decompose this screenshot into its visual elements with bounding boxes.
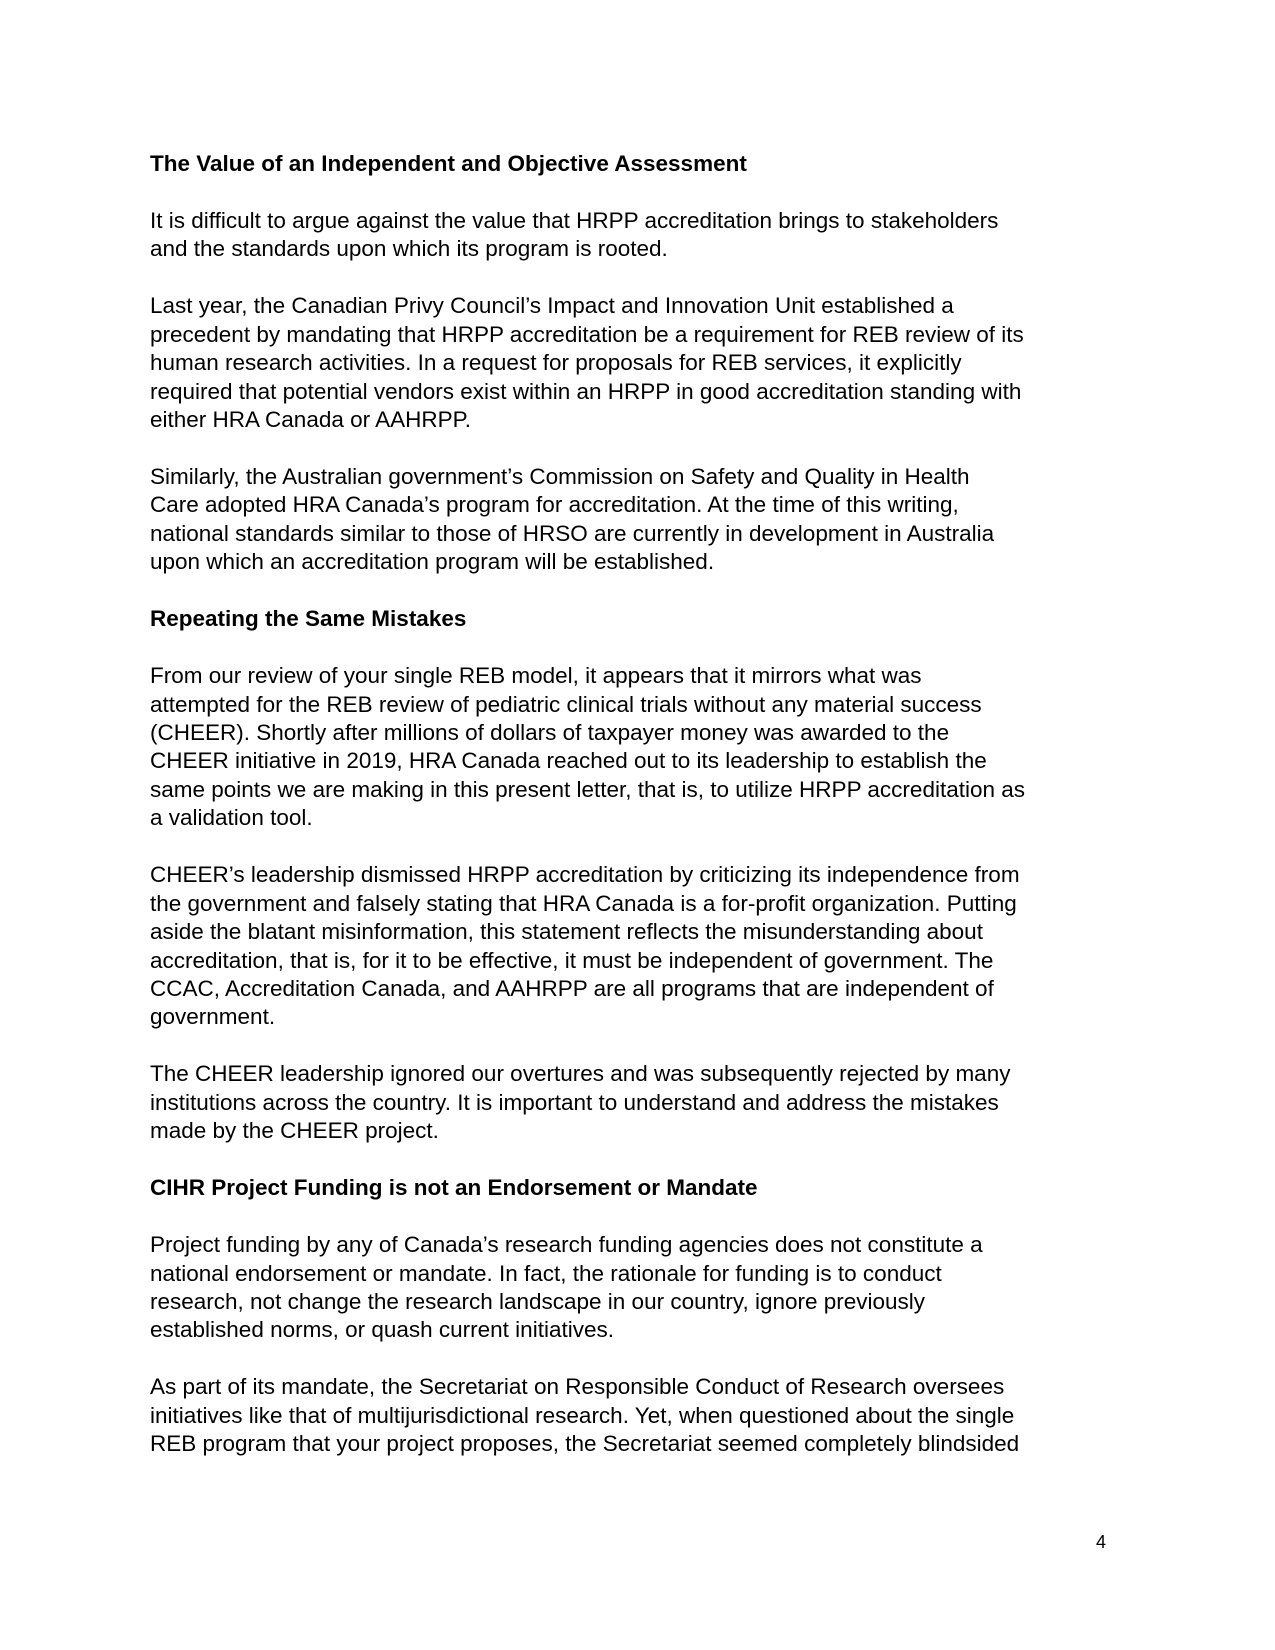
document-page [150, 150, 1130, 1487]
text-line: (CHEER). Shortly after millions of dollars of taxpayer money was awarded to the [150, 720, 950, 746]
text-line: Care adopted HRA Canada’s program for accreditation. At the time of this writing, [150, 492, 959, 518]
text-line: research, not change the research landscape in our country, ignore previously [150, 1288, 926, 1314]
page-number: 4 [1096, 1532, 1107, 1552]
text-line: initiatives like that of multijurisdictional research. Yet, when questioned about the single [150, 1402, 1015, 1428]
paragraph [150, 1231, 1130, 1345]
text-line: made by the CHEER project. [150, 1118, 439, 1144]
text-line: As part of its mandate, the Secretariat on Responsible Conduct of Research oversees [150, 1374, 1005, 1400]
section-heading: Repeating the Same Mistakes [150, 606, 467, 632]
text-line: aside the blatant misinformation, this statement reflects the misunderstanding about [150, 919, 983, 945]
text-line: Project funding by any of Canada’s research funding agencies does not constitute a [150, 1232, 983, 1258]
text-line: The CHEER leadership ignored our overtures and was subsequently rejected by many [150, 1061, 1011, 1087]
section-independent-assessment [150, 150, 1130, 577]
text-line: REB program that your project proposes, the Secretariat seemed completely blindsided [150, 1431, 1020, 1457]
text-line: precedent by mandating that HRPP accreditation be a requirement for REB review of its [150, 321, 1024, 347]
section-heading: CIHR Project Funding is not an Endorsement or Mandate [150, 1175, 758, 1201]
paragraph [150, 662, 1130, 832]
text-line: government. [150, 1004, 276, 1030]
section-cihr-funding [150, 1174, 1130, 1458]
text-line: Last year, the Canadian Privy Council’s Impact and Innovation Unit established a [150, 293, 954, 319]
text-line: the government and falsely stating that HRA Canada is a for-profit organization. Putting [150, 890, 1017, 916]
section-heading: The Value of an Independent and Objective Assessment [150, 151, 747, 176]
paragraph [150, 207, 1130, 264]
text-line: national standards similar to those of HRSO are currently in development in Australia [150, 520, 995, 546]
text-line: It is difficult to argue against the value that HRPP accreditation brings to stakeholders [150, 208, 999, 233]
paragraph [150, 1060, 1130, 1145]
text-line: Similarly, the Australian government’s Commission on Safety and Quality in Health [150, 464, 970, 490]
text-line: upon which an accreditation program will be established. [150, 549, 715, 575]
paragraph [150, 1373, 1130, 1458]
text-line: CHEER initiative in 2019, HRA Canada reached out to its leadership to establish the [150, 748, 987, 774]
text-line: national endorsement or mandate. In fact, the rationale for funding is to conduct [150, 1260, 942, 1286]
text-line: institutions across the country. It is important to understand and address the mistakes [150, 1089, 999, 1115]
paragraph [150, 292, 1130, 434]
text-line: either HRA Canada or AAHRPP. [150, 407, 472, 433]
section-repeating-mistakes [150, 605, 1130, 1145]
text-line: CHEER’s leadership dismissed HRPP accreditation by criticizing its independence from [150, 862, 1020, 888]
text-line: and the standards upon which its program is rooted. [150, 236, 668, 262]
text-line: accreditation, that is, for it to be effective, it must be independent of government. The [150, 947, 994, 973]
paragraph [150, 861, 1130, 1031]
text-line: CCAC, Accreditation Canada, and AAHRPP are all programs that are independent of [150, 975, 994, 1001]
text-line: same points we are making in this present letter, that is, to utilize HRPP accreditation as [150, 776, 1026, 802]
paragraph [150, 463, 1130, 577]
text-line: human research activities. In a request for proposals for REB services, it explicitly [150, 350, 962, 376]
text-line: required that potential vendors exist within an HRPP in good accreditation standing with [150, 378, 1022, 404]
text-line: a validation tool. [150, 805, 313, 831]
text-line: established norms, or quash current initiatives. [150, 1317, 614, 1343]
text-line: attempted for the REB review of pediatric clinical trials without any material success [150, 691, 982, 717]
text-line: From our review of your single REB model, it appears that it mirrors what was [150, 663, 922, 689]
